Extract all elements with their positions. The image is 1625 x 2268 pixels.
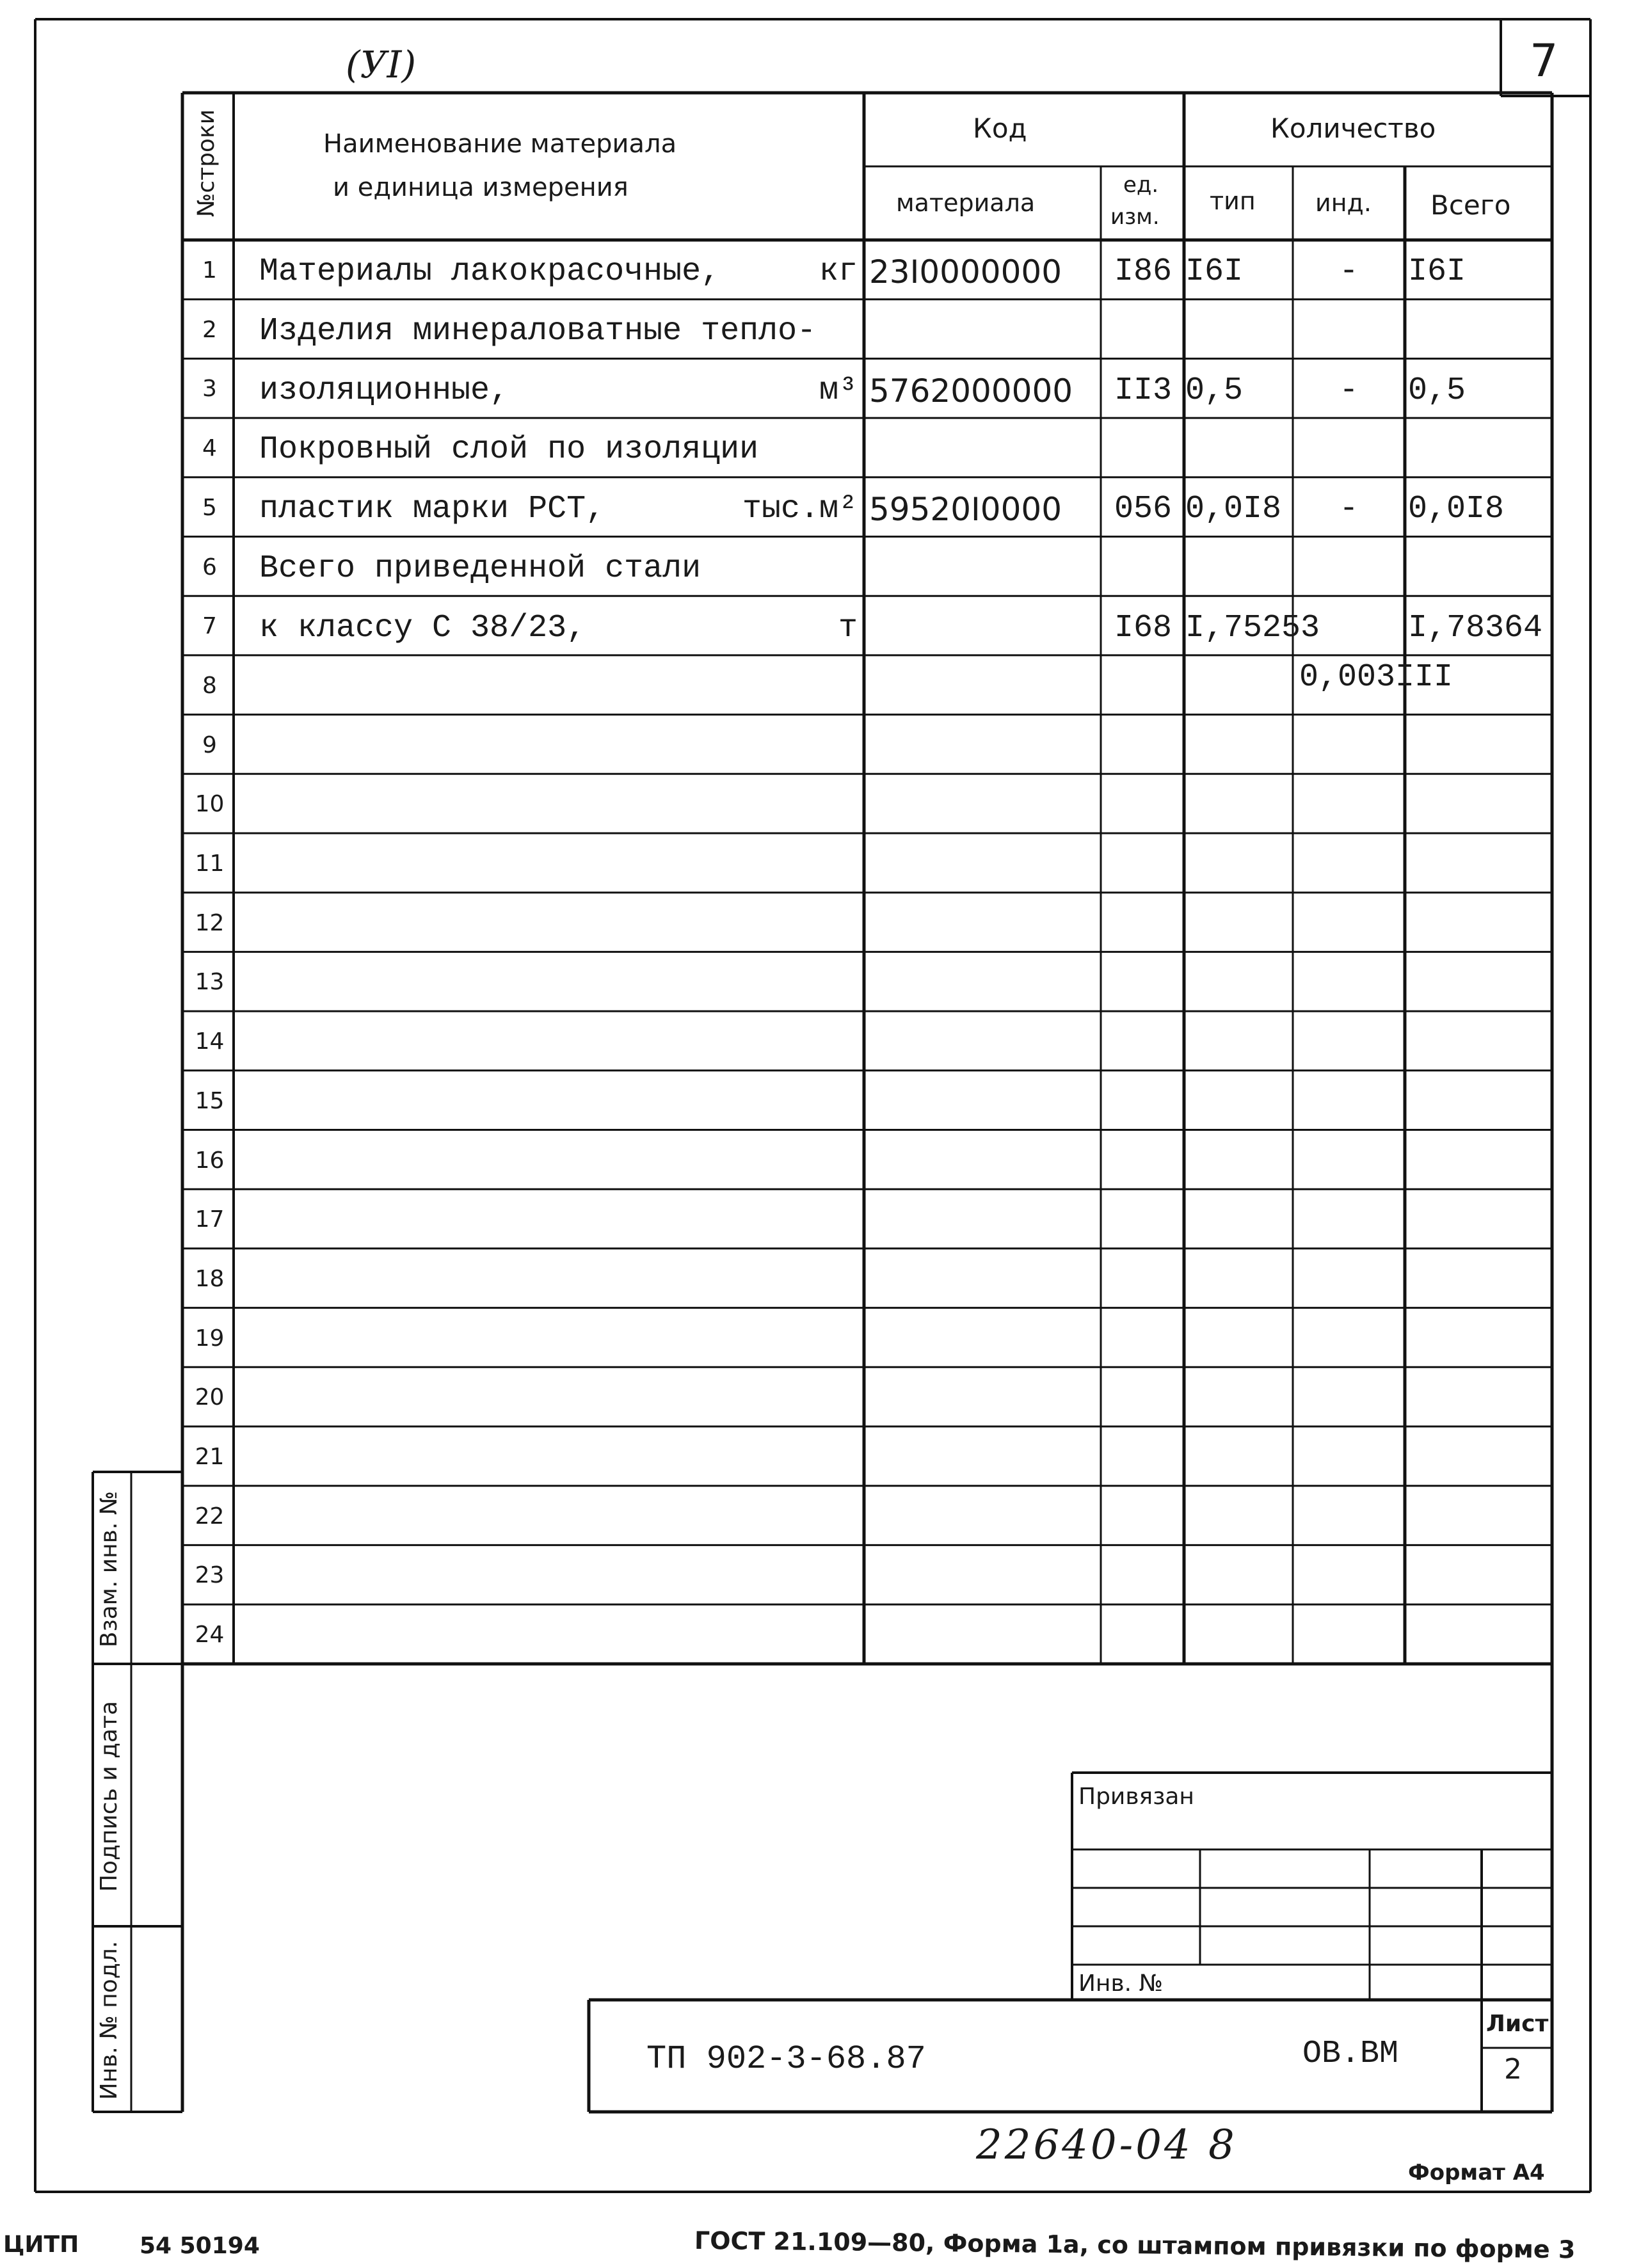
row-code: 23I0000000 (869, 253, 1062, 291)
row-number: 3 (202, 376, 217, 403)
row-number: 11 (195, 850, 225, 877)
header-total: Всего (1430, 189, 1511, 221)
header-ind: инд. (1315, 189, 1372, 217)
row-name: Изделия минераловатные тепло- (259, 313, 817, 350)
row-number: 23 (195, 1562, 225, 1589)
row-number: 7 (202, 613, 217, 640)
header-code: Код (973, 113, 1027, 144)
doc-mark: ОВ.ВМ (1302, 2036, 1399, 2072)
row-ind: - (1339, 372, 1359, 409)
label-inv-no: Инв. № (1078, 1970, 1164, 1997)
stamp-vzam: Взам. инв. № (96, 1490, 122, 1648)
header-name-line1: Наименование материала (323, 129, 677, 159)
row-unit-code: I86 (1114, 253, 1172, 291)
row-number: 2 (202, 316, 217, 343)
sheet-number: 7 (1530, 35, 1558, 87)
row-number: 17 (195, 1206, 225, 1233)
row-number: 1 (202, 257, 217, 284)
row-number: 12 (195, 909, 225, 936)
row-number: 10 (195, 791, 225, 818)
header-unit-line2: изм. (1110, 204, 1160, 230)
org-code: ЦИТП (3, 2232, 79, 2258)
label-privyazan: Привязан (1078, 1784, 1194, 1810)
row-type: 0,0I8 (1185, 491, 1282, 528)
doc-code: ТП 902-3-68.87 (646, 2040, 926, 2078)
row-ind: - (1339, 253, 1359, 291)
header-material: материала (896, 189, 1036, 217)
row-unit: тыс.м² (742, 491, 858, 528)
header-name-line2: и единица измерения (333, 173, 628, 202)
row-name: к классу С 38/23, (259, 609, 586, 646)
row-number: 8 (202, 672, 217, 699)
row-name: пластик марки РСТ, (259, 491, 605, 528)
row-number: 4 (202, 435, 217, 462)
row-code: 5762000000 (869, 372, 1073, 410)
row-total: 0,0I8 (1408, 491, 1505, 528)
row-number: 6 (202, 554, 217, 580)
stamp-inv-podl: Инв. № подл. (96, 1940, 122, 2100)
row-unit: т (838, 609, 858, 646)
sheet-value: 2 (1504, 2053, 1522, 2086)
header-type: тип (1210, 187, 1256, 215)
row-ind: - (1339, 491, 1359, 528)
row-number: 24 (195, 1622, 225, 1649)
row-unit: кг (819, 253, 858, 291)
row-unit-code: 056 (1114, 491, 1172, 528)
row-type: 0,5 (1185, 372, 1244, 409)
row-ind: 0,003III (1299, 659, 1453, 696)
row-code: 59520I0000 (869, 491, 1062, 529)
order-number: 54 50194 (140, 2233, 260, 2259)
row-number: 20 (195, 1384, 225, 1411)
header-unit-line1: ед. (1123, 172, 1159, 198)
row-unit-code: I68 (1114, 609, 1172, 646)
row-number: 18 (195, 1265, 225, 1292)
header-quantity: Количество (1270, 113, 1436, 144)
format-label: Формат А4 (1408, 2160, 1545, 2185)
row-type: I6I (1185, 253, 1244, 291)
gost-line: ГОСТ 21.109—80, Форма 1а, со штампом привязки по форме 3 (694, 2226, 1576, 2264)
row-number: 14 (195, 1028, 225, 1055)
row-name: Материалы лакокрасочные, (259, 253, 721, 291)
stamp-podpis: Подпись и дата (96, 1700, 122, 1892)
row-number: 15 (195, 1087, 225, 1114)
row-name: изоляционные, (259, 372, 509, 409)
row-total: 0,5 (1408, 372, 1466, 409)
row-number: 16 (195, 1147, 225, 1174)
row-name: Всего приведенной стали (259, 550, 701, 587)
row-total: I,78364 (1408, 609, 1543, 646)
row-number: 9 (202, 731, 217, 758)
row-type: I,75253 (1185, 609, 1320, 646)
row-name: Покровный слой по изоляции (259, 431, 759, 468)
row-number: 13 (195, 969, 225, 996)
row-total: I6I (1408, 253, 1466, 291)
label-sheet: Лист (1486, 2011, 1549, 2037)
row-unit: м³ (819, 372, 858, 409)
header-row-no: №строки (193, 109, 220, 218)
row-number: 19 (195, 1325, 225, 1352)
row-number: 21 (195, 1444, 225, 1470)
row-unit-code: II3 (1114, 372, 1172, 409)
handwritten-label: (УI) (346, 43, 417, 86)
row-number: 22 (195, 1503, 225, 1529)
inventory-stamp: 22640-04 8 (976, 2121, 1237, 2169)
row-number: 5 (202, 494, 217, 521)
